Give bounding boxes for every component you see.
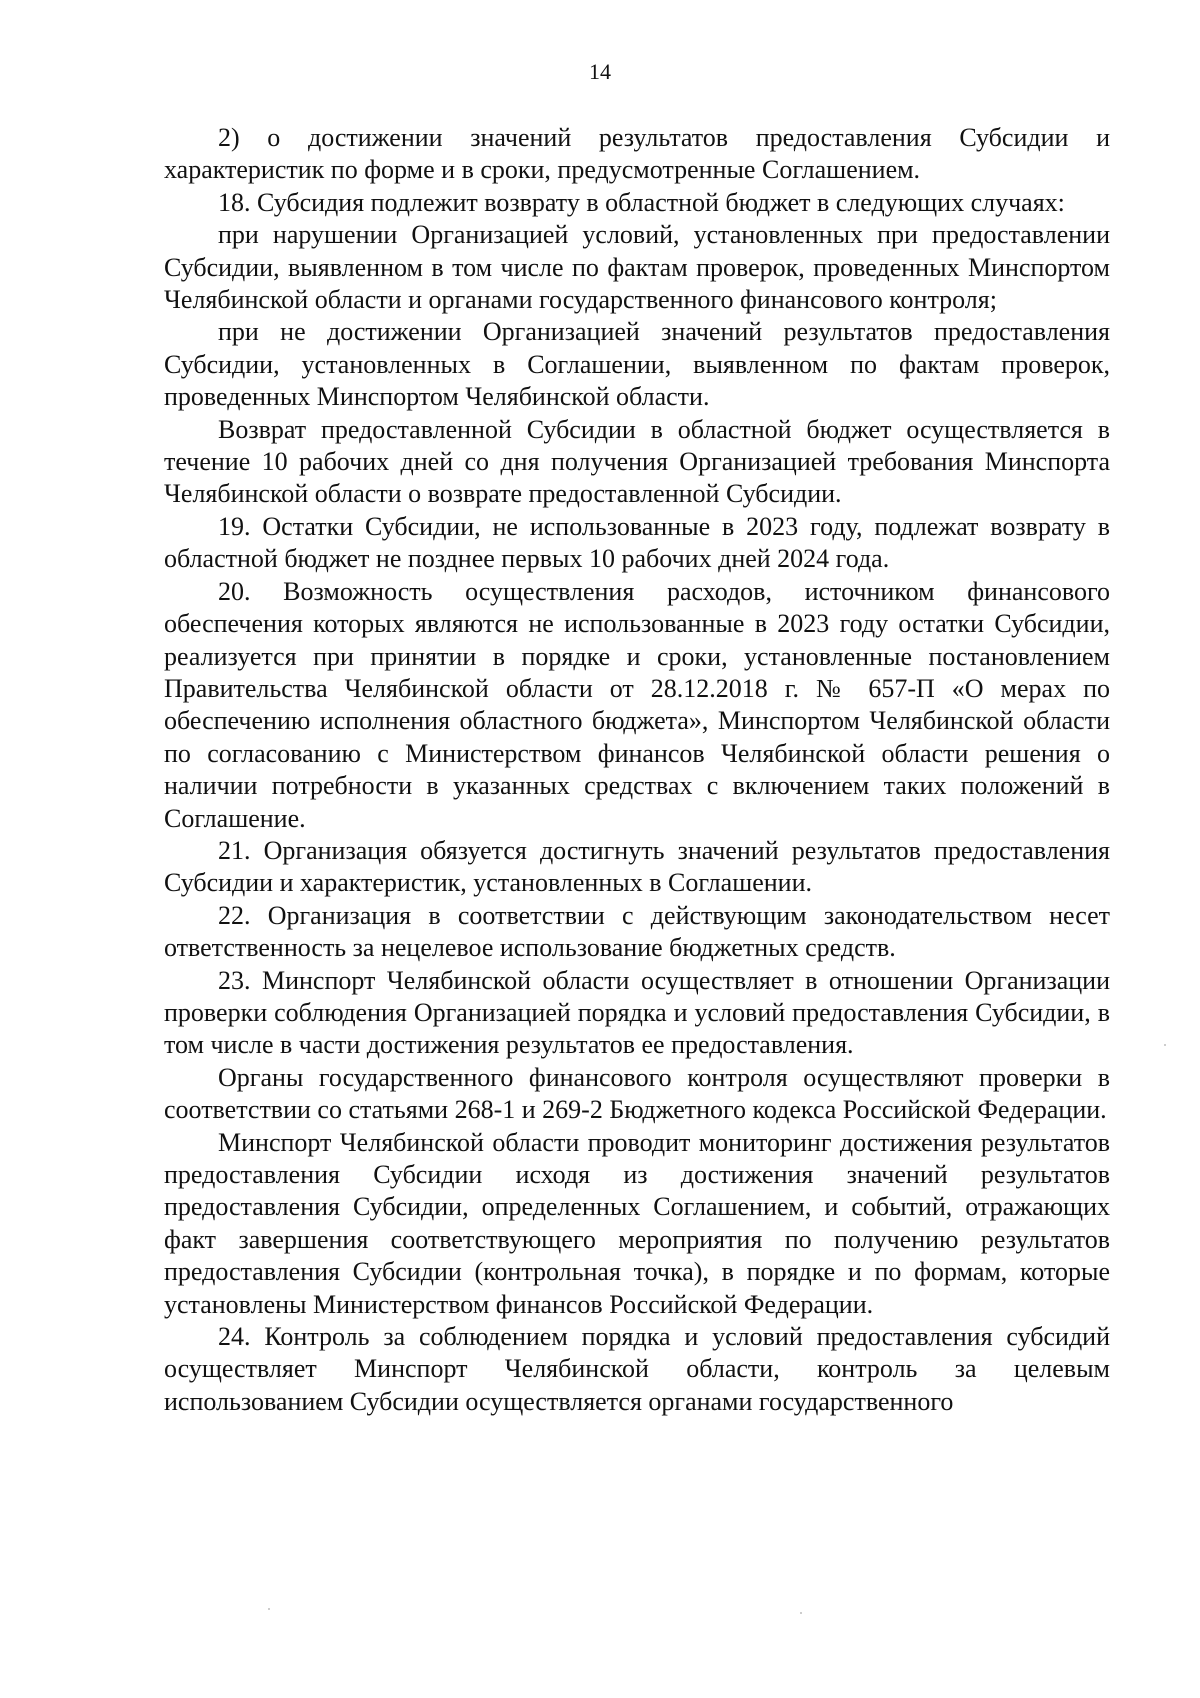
- paragraph-19-unused-balance: 19. Остатки Субсидии, не использованные в 2023 году, подлежат возврату в областной бюджет не позднее первых 10 рабочих дней 2024 года.: [164, 511, 1110, 574]
- paragraph-23-financial-control: Органы государственного финансового контроля осуществляют проверки в соответствии со статьями 268-1 и 269-2 Бюджетного кодекса Российской Федерации.: [164, 1062, 1110, 1125]
- scan-speck: [268, 1608, 270, 1610]
- paragraph-18-violation-case: при нарушении Организацией условий, установленных при предоставлении Субсидии, выявленном в том числе по фактам проверок, проведенных Минспортом Челябинской области и органами государственного финансового контроля;: [164, 220, 1110, 315]
- paragraph-23-monitoring: Минспорт Челябинской области проводит мониторинг достижения результатов предоставления Субсидии исходя из достижения значений результатов предоставления Субсидии, определенных Соглашением, и событий, отражающих факт завершения соответствующего мероприятия по получению результатов предоставления Субсидии (контрольная точка), в порядке и по формам, которые установлены Министерством финансов Российской Федерации.: [164, 1127, 1110, 1319]
- scan-speck: [800, 1612, 802, 1614]
- scan-speck: [1164, 1044, 1166, 1046]
- paragraph-18-refund-cases: 18. Субсидия подлежит возврату в областной бюджет в следующих случаях:: [218, 187, 1065, 217]
- paragraph-2-results-report: 2) о достижении значений результатов предоставления Субсидии и характеристик по форме и в сроки, предусмотренные Соглашением.: [164, 123, 1110, 185]
- paragraph-24-control: 24. Контроль за соблюдением порядка и условий предоставления субсидий осуществляет Минспорт Челябинской области, контроль за целевым использованием Субсидии осуществляется органами государственного: [164, 1322, 1110, 1416]
- page-number: 14: [589, 59, 611, 84]
- paragraph-20-expenses-possibility: 20. Возможность осуществления расходов, источником финансового обеспечения которых являются не использованные в 2023 году остатки Субсидии, реализуется при принятии в порядке и сроки, установленные постановлением Правительства Челябинской области от 28.12.2018 г. № 657-П «О мерах по обеспечению исполнения областного бюджета», Минспортом Челябинской области по согласованию с Министерством финансов Челябинской области решения о наличии потребности в указанных средствах с включением таких положений в Соглашение.: [164, 576, 1110, 833]
- document-body: [164, 122, 1110, 1418]
- paragraph-23-inspections: 23. Минспорт Челябинской области осуществляет в отношении Организации проверки соблюдения Организацией порядка и условий предоставления Субсидии, в том числе в части достижения результатов ее предоставления.: [164, 965, 1110, 1060]
- paragraph-21-organization-obligation: 21. Организация обязуется достигнуть значений результатов предоставления Субсидии и характеристик, установленных в Соглашении.: [164, 835, 1110, 898]
- paragraph-18-non-achievement-case: при не достижении Организацией значений результатов предоставления Субсидии, установленных в Соглашении, выявленном по фактам проверок, проведенных Минспортом Челябинской области.: [164, 317, 1110, 412]
- paragraph-18-refund-term: Возврат предоставленной Субсидии в областной бюджет осуществляется в течение 10 рабочих дней со дня получения Организацией требования Минспорта Челябинской области о возврате предоставленной Субсидии.: [164, 414, 1110, 509]
- paragraph-22-responsibility: 22. Организация в соответствии с действующим законодательством несет ответственность за нецелевое использование бюджетных средств.: [164, 900, 1110, 963]
